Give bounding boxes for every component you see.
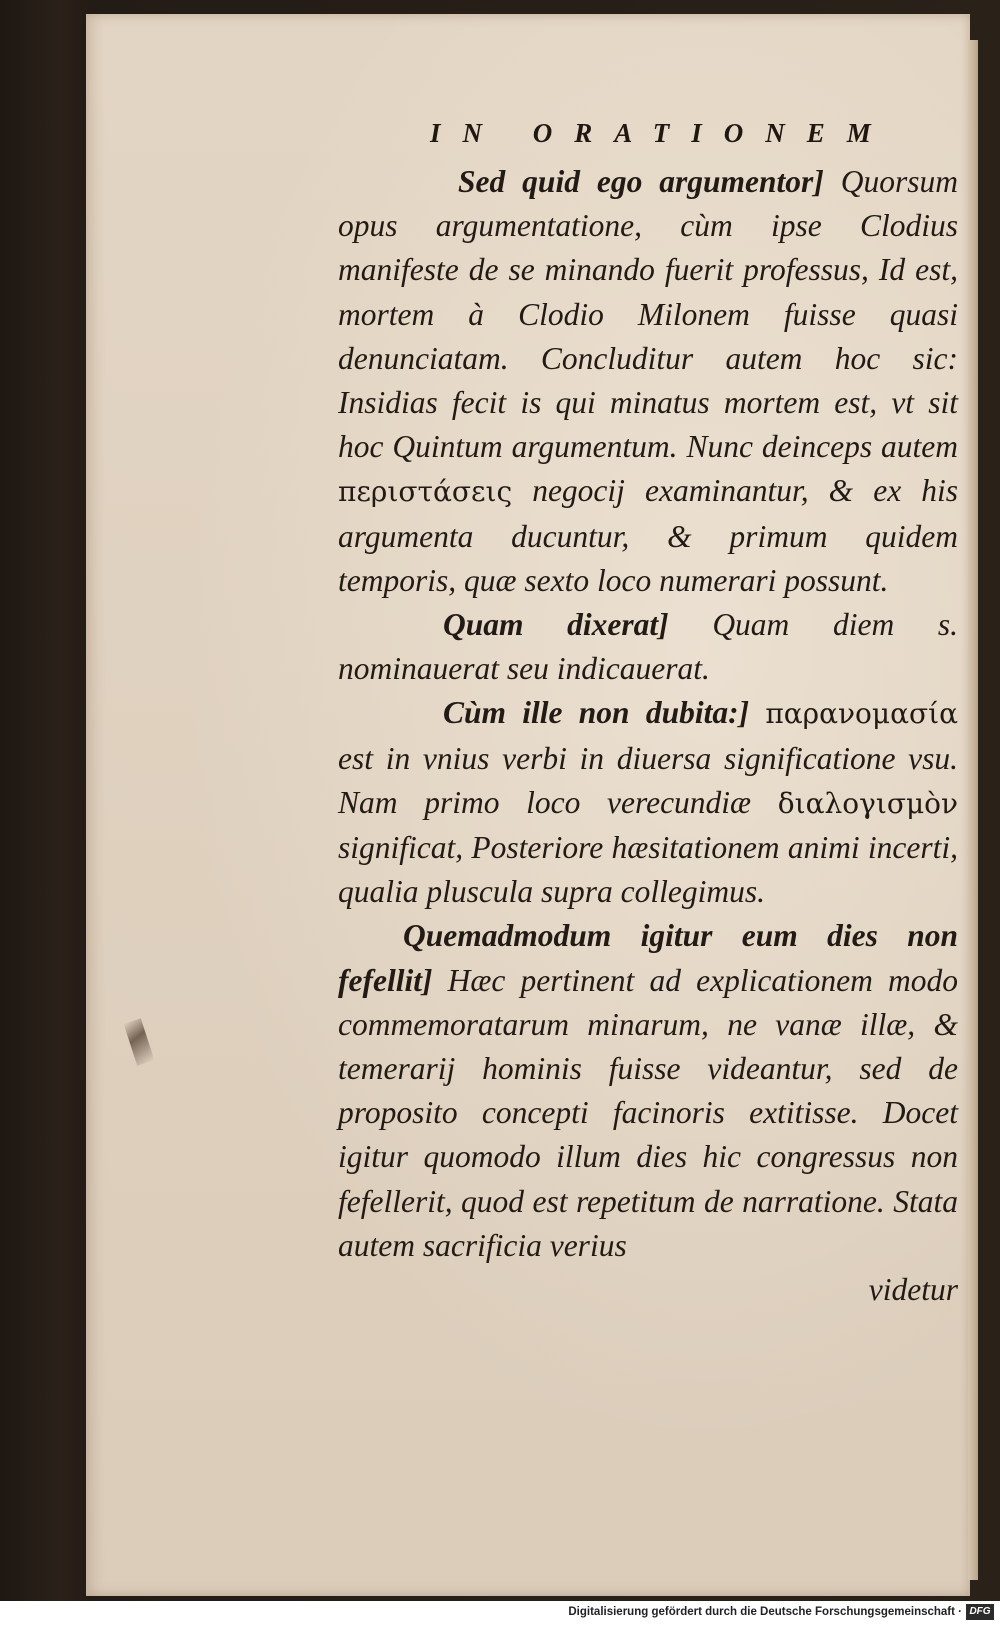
paragraph-1 xyxy=(338,160,958,603)
paragraph-text: Hæc pertinent ad explicationem modo commemoratarum minarum, ne vanæ illæ, & temerarij hominis fuisse videantur, sed de proposito concepti facinoris extitisse. Docet igitur quomodo illum dies hic congressus non fefellerit, quod est repetitum de narratione. Stata autem sacrificia verius xyxy=(338,962,958,1263)
paragraph-text: negocij examinantur, & ex his argumenta ducuntur, & primum quidem temporis, quæ sexto loco numerari possunt. xyxy=(338,473,958,598)
lemma: Quemadmodum igitur eum dies non fefellit] xyxy=(338,918,958,998)
lemma: Sed quid ego argumentor] xyxy=(458,164,824,199)
lemma: Quam dixerat] xyxy=(443,607,669,643)
paragraph-text: significat, Posteriore hæsitationem animi incerti, qualia pluscula supra collegimus. xyxy=(338,830,958,910)
page-edge xyxy=(968,40,978,1580)
paragraph-text: est in vnius verbi in diuersa significatione vsu. Nam primo loco verecundiæ xyxy=(338,740,958,820)
greek-word: παρανομασία xyxy=(765,697,959,731)
lemma: Cùm ille non dubita:] xyxy=(443,695,750,731)
catchword xyxy=(338,1268,958,1312)
paragraph-text: Quam diem s. nominauerat seu indicauerat. xyxy=(338,607,958,687)
paragraph-3 xyxy=(338,691,958,914)
greek-word: περιστάσεις xyxy=(338,475,513,509)
paragraph-2 xyxy=(338,603,958,691)
paragraph-4 xyxy=(338,914,958,1268)
greek-word: διαλογισμὸν xyxy=(777,786,959,820)
running-title: IN ORATIONEM xyxy=(430,118,893,148)
dfg-logo: DFG xyxy=(966,1604,994,1620)
page-text xyxy=(338,160,958,1312)
catchword-text: videtur xyxy=(868,1272,958,1308)
paragraph-text: Quorsum opus argumentatione, cùm ipse Clodius manifeste de se minando fuerit professus, Id est, mortem à Clodio Milonem fuisse quasi denunciatam. Concluditur autem hoc sic: Insidias fecit is qui minatus mortem est, vt sit hoc Quintum argumentum. Nunc deinceps autem xyxy=(338,164,959,465)
funding-credit: Digitalisierung gefördert durch die Deutsche Forschungsgemeinschaft · xyxy=(568,1606,962,1618)
